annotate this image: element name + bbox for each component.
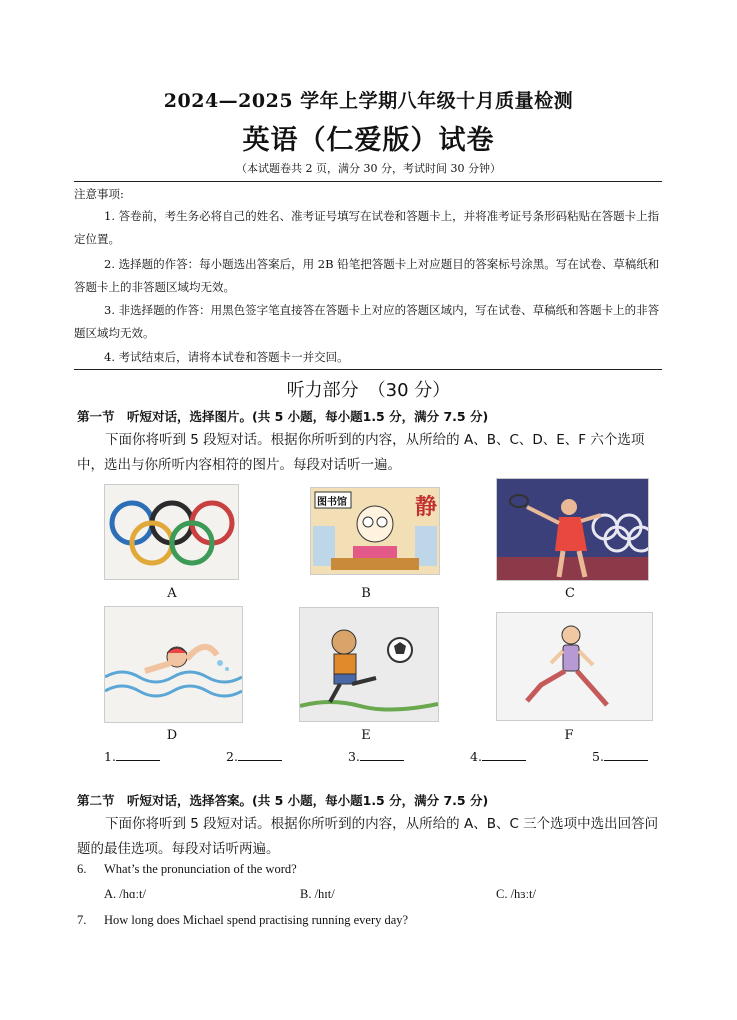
- top-rule: [74, 181, 662, 182]
- picture-b: [310, 487, 440, 575]
- part1-instruction: 下面你将听到 5 段短对话。根据你所听到的内容，从所给的 A、B、C、D、E、F 六个选项中，选出与你所听内容相符的图片。每段对话听一遍。: [77, 432, 645, 473]
- library-sign: 图书馆: [317, 497, 347, 508]
- exam-subtitle: （本试题卷共 2 页，满分 30 分，考试时间 30 分钟）: [236, 162, 501, 175]
- exam-title-line1: 2024—2025 学年上学期八年级十月质量检测: [163, 90, 574, 112]
- notice-item-4: 4. 考试结束后，请将本试卷和答题卡一并交回。: [104, 350, 349, 364]
- question-6-option-b[interactable]: B. /hɪt/: [300, 887, 335, 901]
- blank-number: 1.: [104, 749, 116, 764]
- notice-heading: 注意事项:: [74, 187, 124, 201]
- picture-d: [104, 606, 243, 723]
- soccer-kick-icon: [300, 608, 438, 721]
- runner-icon: [497, 613, 652, 720]
- part1-heading: 第一节 听短对话，选择图片。(共 5 小题，每小题1.5 分，满分 7.5 分): [77, 409, 489, 424]
- notice-item-1: 1. 答卷前，考生务必将自己的姓名、准考证号填写在试卷和答题卡上，并将准考证号条形码粘贴在答题卡上指定位置。: [74, 209, 660, 246]
- notice-item-2: 2. 选择题的作答：每小题选出答案后，用 2B 铅笔把答题卡上对应题目的答案标号涂黑。写在试卷、草稿纸和答题卡上的非答题区域均无效。: [74, 257, 660, 294]
- part2-instruction: 下面你将听到 5 段短对话。根据你所听到的内容，从所给的 A、B、C 三个选项中选出回答问题的最佳选项。每段对话听两遍。: [77, 816, 659, 857]
- blank-number: 4.: [470, 749, 482, 764]
- question-number: 7.: [77, 913, 87, 927]
- mid-rule: [74, 369, 662, 370]
- picture-d-label: D: [166, 728, 178, 743]
- question-6-option-a[interactable]: A. /hɑːt/: [104, 887, 146, 901]
- answer-blank-4[interactable]: [470, 748, 526, 764]
- question-7: [77, 913, 408, 928]
- olympic-rings-icon: [105, 485, 238, 579]
- swimmer-icon: [105, 607, 242, 722]
- picture-b-label: B: [361, 586, 371, 601]
- answer-blank-2[interactable]: [226, 748, 282, 764]
- question-text: What’s the pronunciation of the word?: [104, 862, 297, 876]
- picture-c: [496, 478, 649, 581]
- picture-c-label: C: [565, 586, 575, 601]
- tennis-player-icon: [497, 479, 648, 580]
- picture-f: [496, 612, 653, 721]
- question-number: 6.: [77, 862, 87, 876]
- notice-item-3: 3. 非选择题的作答：用黑色签字笔直接答在答题卡上对应的答题区域内，写在试卷、草稿纸和答题卡上的非答题区域均无效。: [74, 303, 660, 340]
- blank-number: 2.: [226, 749, 238, 764]
- picture-f-label: F: [564, 728, 574, 743]
- exam-title-line2: 英语（仁爱版）试卷: [242, 125, 495, 156]
- picture-a: [104, 484, 239, 580]
- picture-e-label: E: [361, 728, 371, 743]
- question-6: [77, 862, 297, 877]
- answer-blank-5[interactable]: [592, 748, 648, 764]
- quiet-sign: 静: [414, 495, 437, 520]
- blank-number: 5.: [592, 749, 604, 764]
- listening-title: 听力部分 （30 分）: [286, 380, 451, 401]
- question-text: How long does Michael spend practising running every day?: [104, 913, 409, 927]
- blank-number: 3.: [348, 749, 360, 764]
- answer-blank-1[interactable]: [104, 748, 160, 764]
- picture-e: [299, 607, 439, 722]
- part2-heading: 第二节 听短对话，选择答案。(共 5 小题，每小题1.5 分，满分 7.5 分): [77, 793, 489, 808]
- picture-a-label: A: [167, 586, 177, 601]
- question-6-option-c[interactable]: C. /hɜːt/: [496, 887, 536, 901]
- answer-blank-3[interactable]: [348, 748, 404, 764]
